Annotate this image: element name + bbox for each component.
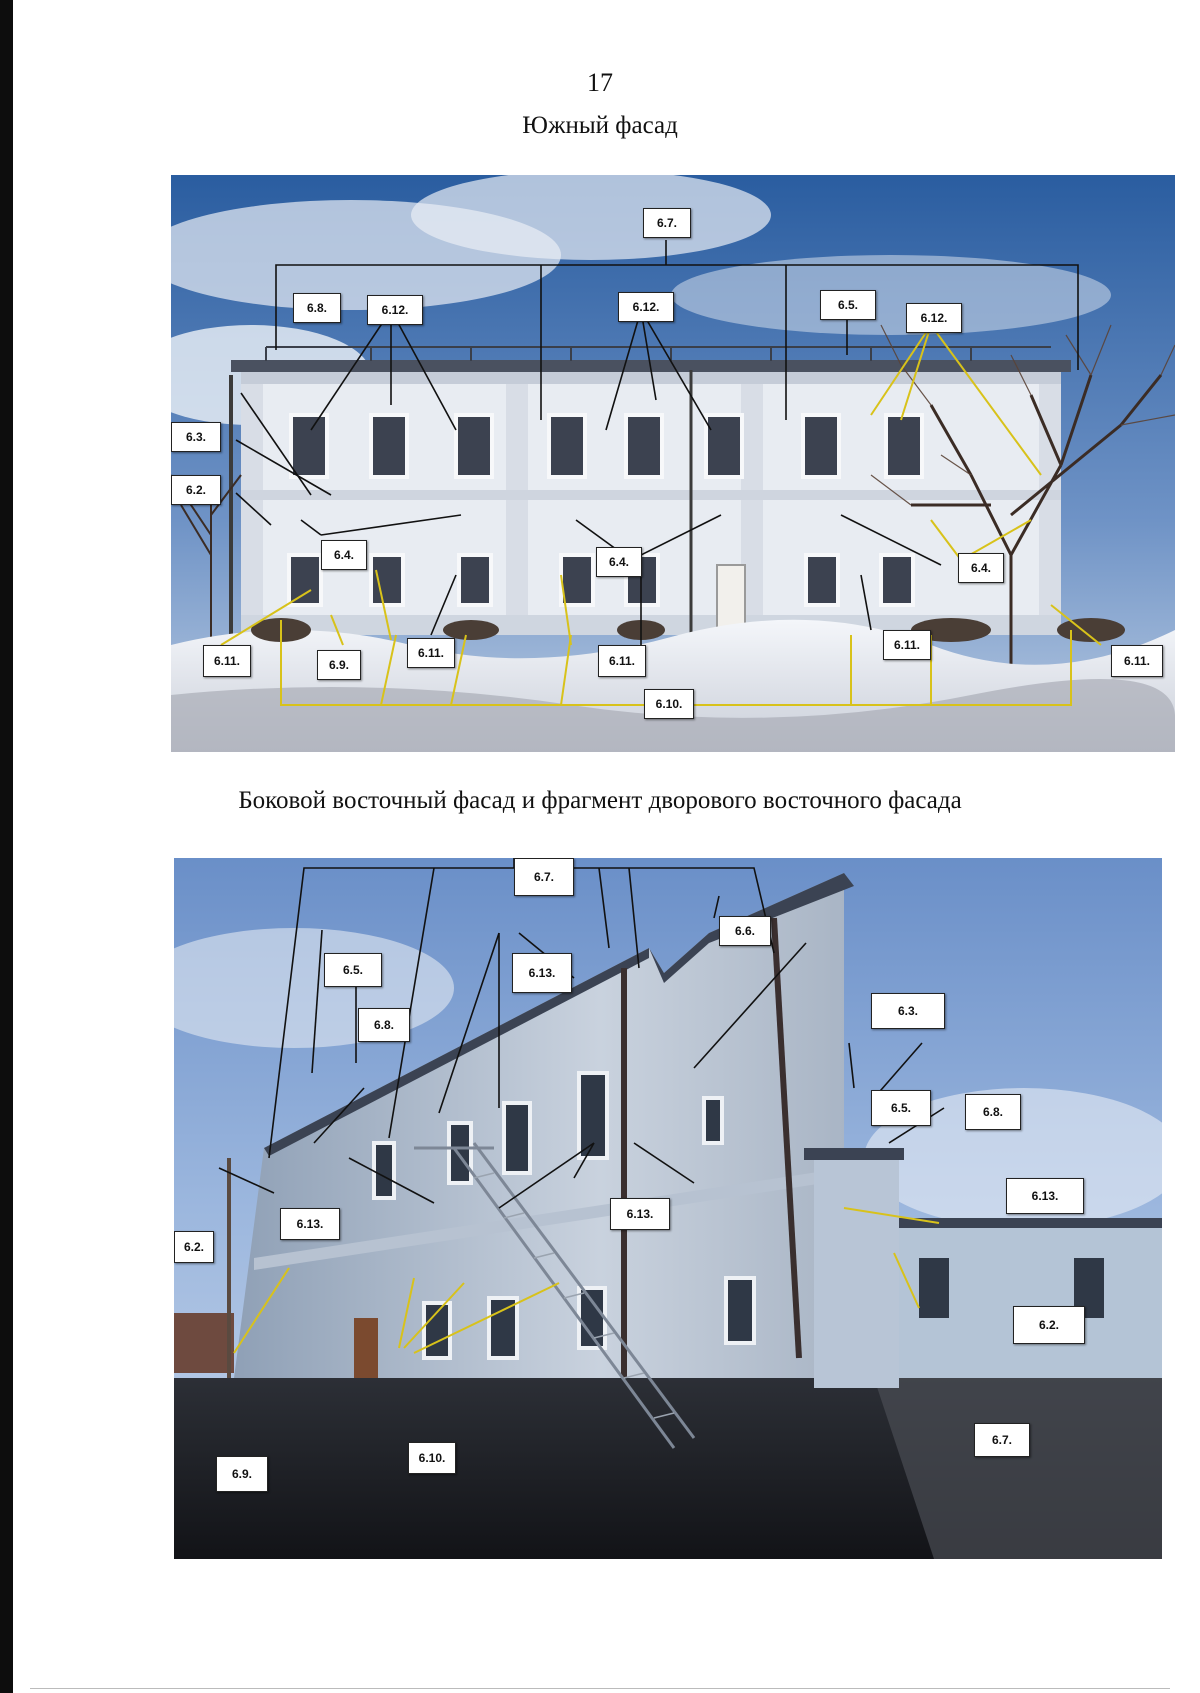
callout-tag: 6.2. <box>171 475 221 505</box>
callout-tag: 6.12. <box>367 295 423 325</box>
callout-tag: 6.5. <box>324 953 382 987</box>
callout-tag: 6.4. <box>958 553 1004 583</box>
callout-tag: 6.3. <box>871 993 945 1029</box>
callout-tag: 6.5. <box>871 1090 931 1126</box>
callout-tag: 6.9. <box>216 1456 268 1492</box>
callout-tag: 6.11. <box>1111 645 1163 677</box>
page-left-border <box>0 0 13 1693</box>
callout-tag: 6.12. <box>618 292 674 322</box>
callout-tag: 6.8. <box>358 1008 410 1042</box>
callout-tag: 6.8. <box>293 293 341 323</box>
callout-tag: 6.2. <box>1013 1306 1085 1344</box>
callout-tag: 6.2. <box>174 1231 214 1263</box>
callout-tag: 6.4. <box>321 540 367 570</box>
callout-tag: 6.13. <box>610 1198 670 1230</box>
callout-tag: 6.3. <box>171 422 221 452</box>
callout-tag: 6.5. <box>820 290 876 320</box>
callout-tag: 6.13. <box>512 953 572 993</box>
callout-tag: 6.11. <box>598 645 646 677</box>
callout-tag: 6.11. <box>203 645 251 677</box>
callout-tag: 6.7. <box>974 1423 1030 1457</box>
callout-tag: 6.10. <box>408 1442 456 1474</box>
callout-tag: 6.13. <box>280 1208 340 1240</box>
callout-tag: 6.12. <box>906 303 962 333</box>
photo-east-facade <box>174 858 1162 1559</box>
callout-tag: 6.8. <box>965 1094 1021 1130</box>
callout-tag: 6.7. <box>514 858 574 896</box>
callout-tag: 6.11. <box>883 630 931 660</box>
callout-tag: 6.13. <box>1006 1178 1084 1214</box>
callout-tag: 6.4. <box>596 547 642 577</box>
photo-south-facade <box>171 175 1175 752</box>
callout-tag: 6.9. <box>317 650 361 680</box>
callout-tag: 6.7. <box>643 208 691 238</box>
callout-tag: 6.11. <box>407 638 455 668</box>
page-number: 17 <box>587 68 613 97</box>
callout-tag: 6.10. <box>644 689 694 719</box>
page-bottom-rule <box>30 1688 1170 1689</box>
caption-east-facade: Боковой восточный фасад и фрагмент дворового восточного фасада <box>238 787 962 814</box>
callout-tag: 6.6. <box>719 916 771 946</box>
caption-south-facade: Южный фасад <box>522 112 678 139</box>
